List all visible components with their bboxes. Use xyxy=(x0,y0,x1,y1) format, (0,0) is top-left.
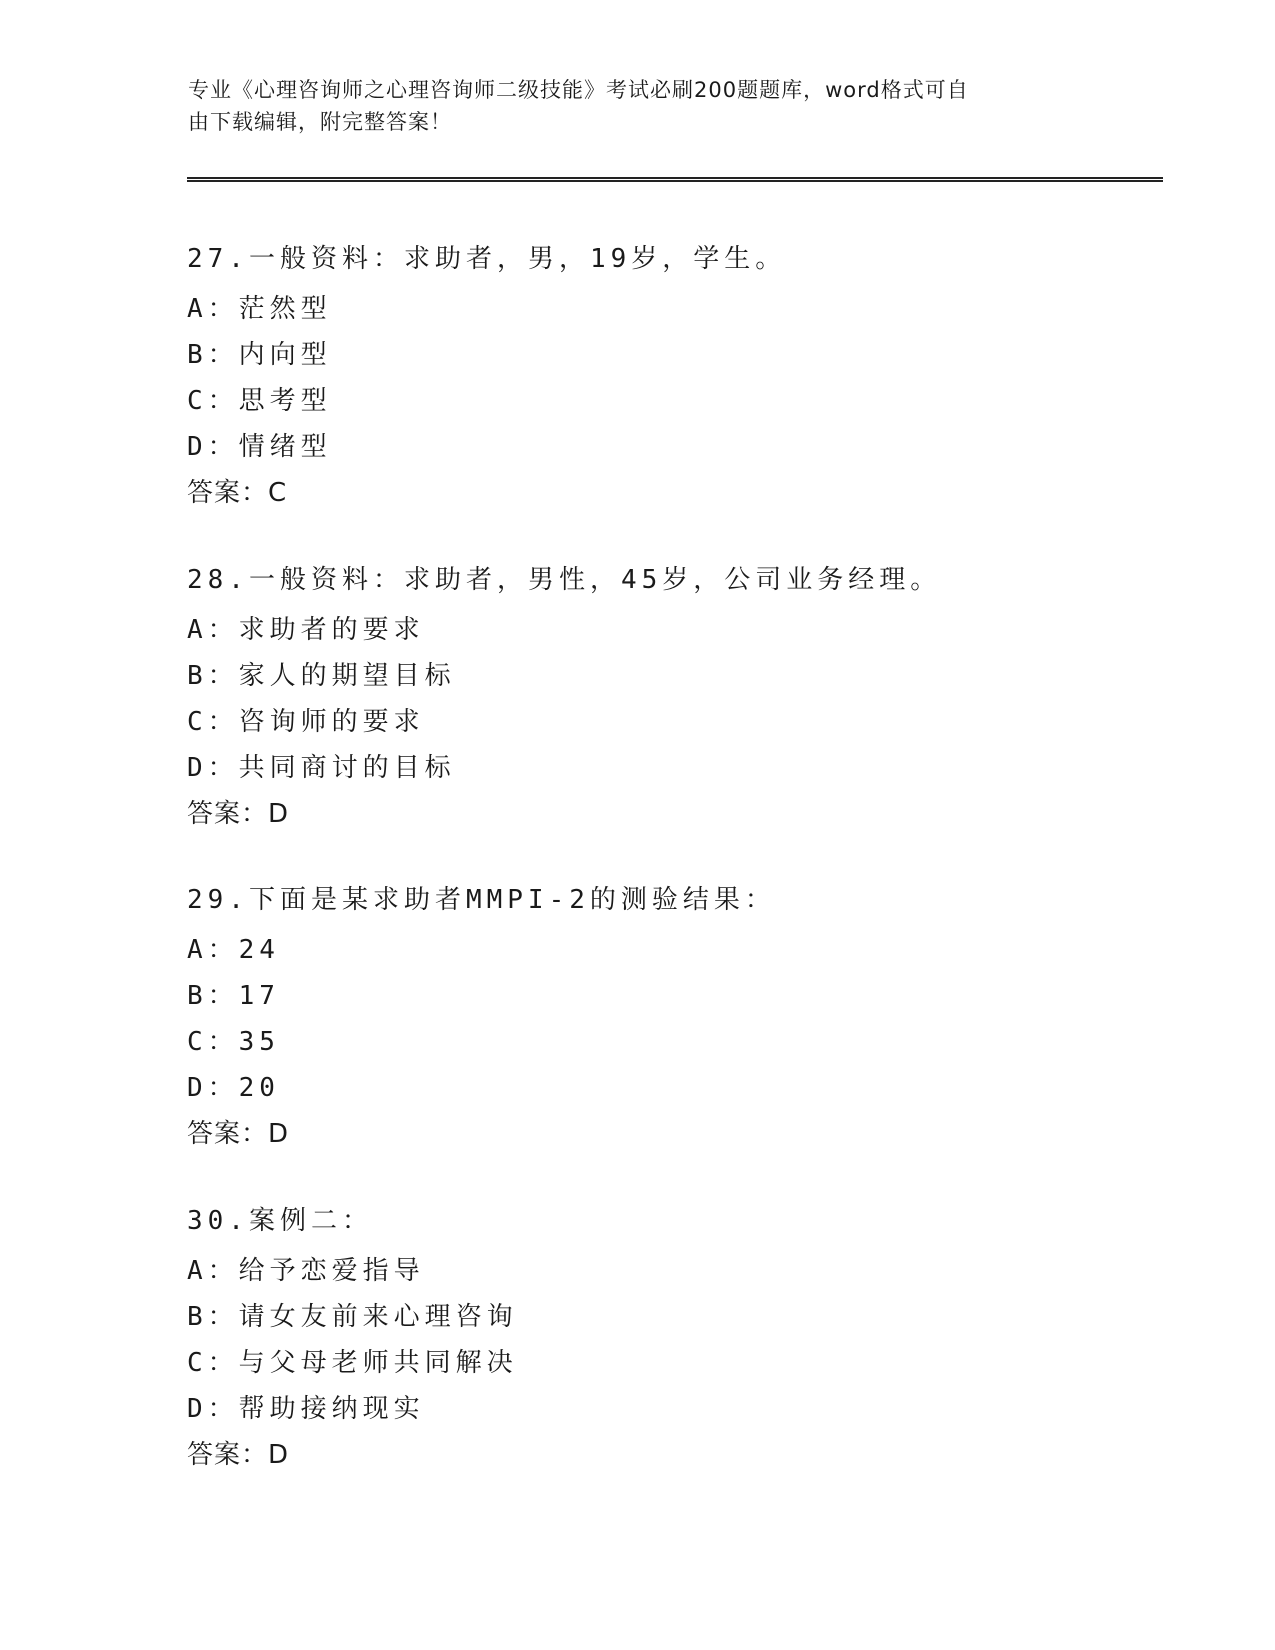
option-a: A：24 xyxy=(187,935,280,965)
option-b: B：17 xyxy=(187,981,280,1011)
option-c: C：35 xyxy=(187,1027,280,1057)
question-stem: 27.一般资料：求助者，男，19岁，学生。 xyxy=(187,244,787,274)
question-stem: 30.案例二： xyxy=(187,1206,373,1236)
option-d: D：情绪型 xyxy=(187,432,332,462)
option-b: B：请女友前来心理咨询 xyxy=(187,1302,518,1332)
header-line-1: 专业《心理咨询师之心理咨询师二级技能》考试必刷200题题库，word格式可自 xyxy=(188,78,969,102)
option-a: A：求助者的要求 xyxy=(187,615,425,645)
option-d: D：20 xyxy=(187,1073,280,1103)
question-stem: 28.一般资料：求助者，男性，45岁，公司业务经理。 xyxy=(187,565,942,595)
option-c: C：与父母老师共同解决 xyxy=(187,1348,518,1378)
option-d: D：共同商讨的目标 xyxy=(187,753,456,783)
option-d: D：帮助接纳现实 xyxy=(187,1394,425,1424)
answer-line: 答案：C xyxy=(187,478,288,508)
question-27 xyxy=(187,236,1087,516)
question-stem: 29.下面是某求助者MMPI-2的测验结果： xyxy=(187,885,776,915)
option-a: A：茫然型 xyxy=(187,294,332,324)
header-line-2: 由下载编辑，附完整答案！ xyxy=(188,110,452,134)
answer-line: 答案：D xyxy=(187,1440,290,1470)
answer-line: 答案：D xyxy=(187,799,290,829)
option-c: C：咨询师的要求 xyxy=(187,707,425,737)
question-30 xyxy=(187,1198,1087,1478)
header-divider xyxy=(187,177,1163,182)
option-a: A：给予恋爱指导 xyxy=(187,1256,425,1286)
question-29 xyxy=(187,877,1087,1157)
answer-line: 答案：D xyxy=(187,1119,290,1149)
document-header xyxy=(188,74,1078,138)
option-b: B：内向型 xyxy=(187,340,332,370)
option-c: C：思考型 xyxy=(187,386,332,416)
option-b: B：家人的期望目标 xyxy=(187,661,456,691)
question-28 xyxy=(187,557,1087,837)
